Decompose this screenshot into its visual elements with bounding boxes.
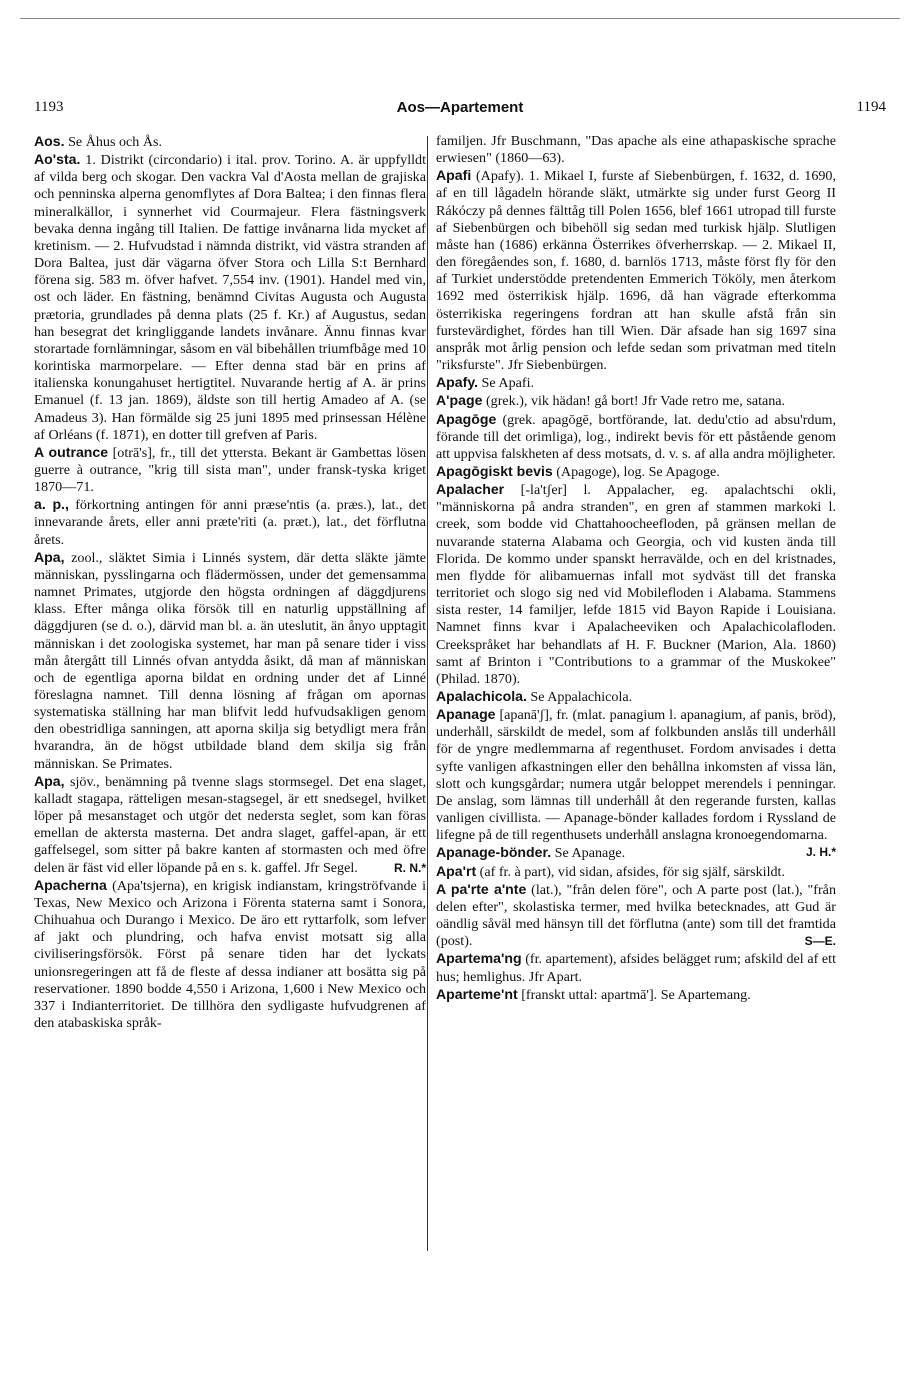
- entry-text: Se Åhus och Ås.: [64, 134, 163, 150]
- dictionary-entry: [436, 844, 836, 862]
- dictionary-entry: [34, 151, 426, 444]
- entry-headword: Apanage-bönder.: [436, 844, 552, 861]
- author-signature: R. N.*: [393, 860, 426, 875]
- dictionary-entry: [436, 881, 836, 951]
- entry-headword: Apa,: [34, 548, 65, 565]
- left-column: [34, 133, 426, 1032]
- entry-headword: Apalachicola.: [436, 688, 527, 704]
- entry-headword: Aos.: [34, 133, 65, 149]
- dictionary-entry: [436, 167, 836, 374]
- top-rule: [20, 18, 900, 19]
- dictionary-entry: [436, 986, 836, 1004]
- entry-headword: Apanage: [436, 706, 496, 723]
- entry-headword: A pa'rte a'nte: [436, 880, 527, 897]
- entry-headword: Apacherna: [34, 876, 107, 893]
- running-head: Aos—Apartement: [396, 99, 524, 116]
- entry-headword: Aparteme'nt: [436, 985, 518, 1002]
- dictionary-entry: [436, 463, 836, 481]
- entry-headword: Apagōge: [436, 410, 497, 427]
- entry-text: [apanā'ʃ], fr. (mlat. panagium l. apanagium, af panis, bröd), underhåll, särskildt de medel, som af folkbunden anslås till underhåll för de yngre medlemmarna af regenthuset. Fordom anvisades i detta syfte vanligen afkastningen eller den behållna inkomsten af vissa län, slott och kungsgårdar; numera utgår beloppet merendels i penningar. De anslag, som lämnas till underhåll åt den regerande fursten, kallas vanligen civillista. — Apanage-bönder kallades fordom i Ryssland de lifegne på de till regenthusets underhåll anslagna kronoegendomarna.: [436, 707, 836, 844]
- entry-text: (lat.), "från delen före", och A parte post (lat.), "från delen efter", skolastiska termer, med hvilka betecknades, att Gud är oändlig såväl med hänsyn till det förflutna (ante) som till det framtida (post).: [436, 881, 836, 950]
- entry-text: Se Appalachicola.: [526, 689, 633, 705]
- entry-text: (af fr. à part), vid sidan, afsides, för sig själf, särskildt.: [476, 863, 785, 880]
- page-number-right: 1194: [856, 99, 886, 115]
- dictionary-entry: [34, 496, 426, 548]
- page-header: [34, 99, 886, 119]
- dictionary-entry: [34, 549, 426, 773]
- entry-headword: Apafy.: [436, 374, 479, 391]
- entry-text: (Apa'tsjerna), en krigisk indianstam, kringströfvande i Texas, New Mexico och Arizona i Förenta staterna samt i Sonora, Chihuahua och Durango i Mexico. De äro ett ryttarfolk, som lefver af jakt och plundring, och hafva envist motsatt sig alla civiliseringsförsök. Först på senare tiden har det lyckats unionsregeringen att få de fleste af dessa indianer att bosätta sig på reservationer. 1890 bodde 4,550 i Arizona, 1,600 i New Mexico och 337 i Indianterritoriet. De tillhöra den sydligaste hufvudgrenen af den atabaskiska språk-: [34, 877, 426, 1031]
- page-number-left: 1193: [34, 99, 64, 115]
- entry-headword: A'page: [436, 392, 483, 409]
- entry-headword: Apafi: [436, 167, 472, 184]
- entry-headword: Apagōgiskt bevis: [436, 462, 553, 479]
- entry-text: sjöv., benämning på tvenne slags stormsegel. Det ena slaget, kalladt stagapa, rätteligen mesan-stagsegel, är ett snedsegel, hvilket löper på mesanstaget och utgör det nedersta seglet, som kan föras emellan de aktersta masterna. Det andra slaget, gaffel-apan, är ett gaffelsegel, som sitter på bakre kanten af stormasten och med öfre delen är fäst vid eller löpande på en s. k. gaffel. Jfr Segel.: [34, 773, 426, 876]
- dictionary-entry: [436, 392, 836, 410]
- author-signature: S—E.: [804, 934, 836, 949]
- entry-text: Se Apafi.: [478, 375, 535, 392]
- dictionary-entry: [436, 374, 836, 392]
- dictionary-entry: [34, 877, 426, 1032]
- entry-headword: Apalacher: [436, 481, 505, 498]
- dictionary-entry: [436, 411, 836, 463]
- author-signature: J. H.*: [805, 845, 836, 860]
- entry-text: [otrā's], fr., till det yttersta. Bekant är Gambettas lösen guerre à outrance, "krig till sista man", under fransk-tyska kriget 1870—71.: [34, 444, 426, 496]
- entry-headword: Apartema'ng: [436, 950, 522, 967]
- entry-headword: Ao'sta.: [34, 151, 81, 168]
- entry-headword: Apa'rt: [436, 862, 477, 879]
- right-column: [436, 133, 836, 1004]
- entry-text: Se Apanage.: [551, 845, 626, 862]
- entry-text: 1. Distrikt (circondario) i ital. prov. Torino. A. är uppfylldt af vilda berg och skogar. Den vackra Val d'Aosta mellan de grajiska och penninska alperna genomflytes af Dora Baltea; i den finnas flera mineralkällor, i synnerhet vid Courmajeur. Flera fästningsverk bevaka denna ingång till Italien. De fattige invånarna lida mycket af kretinism. — 2. Hufvudstad i nämnda distrikt, vid västra stranden af Dora Baltea, just där vägarna öfver Stora och Lilla S:t Bernhard förena sig. 583 m. öfver hafvet. 7,554 inv. (1901). Handel med vin, ost och läder. En fästning, benämnd Civitas Augusta och Augusta prætoria, grundlades på denna plats (25 f. Kr.) af Augustus, sedan han besegrat det kringliggande landets invånare. Ännu finnas kvar storartade fornlämningar, såsom en väl bibehållen triumfbåge med 10 korintiska marmorpelare. — Efter denna stad bär en prins af italienska konungahuset hertigtitel. Nuvarande hertig af A. är prins Emanuel (f. 13 jan. 1869), äldste son till hertig Amadeo af A. (se Amadeus 3). Han förmälde sig 25 juni 1895 med prinsessan Hélène af Orléans (f. 1871), en dotter till grefven af Paris.: [34, 152, 426, 443]
- dictionary-entry: [34, 133, 426, 151]
- entry-headword: Apa,: [34, 772, 65, 789]
- column-divider: [427, 136, 428, 1251]
- entry-headword: a. p.,: [34, 496, 69, 513]
- dictionary-entry: [436, 950, 836, 985]
- dictionary-entry: [34, 773, 426, 877]
- entry-text: (grek.), vik hädan! gå bort! Jfr Vade retro me, satana.: [482, 393, 786, 410]
- entry-text: (fr. apartement), afsides belägget rum; afskild del af ett hus; hemlighus. Jfr Apart.: [436, 951, 836, 985]
- dictionary-entry: [34, 444, 426, 496]
- entry-text: [-la'tʃer] l. Appalacher, eg. apalachtschi okli, "människorna på andra stranden", en gren af stammen markoki l. creek, som bodde vid Chattahoocheefloden, på gränsen mellan de nuvarande staterna Alabama och Georgia, och vid kusten ända till Florida. De kommo under spanskt herravälde, och en del kristnades, men flydde för alibamuernas infall mot sydväst till det franska territoriet och slogo sig ned vid Mobilefloden i Alabama. Stammens sista rester, 14 familjer, lefde 1815 vid Bayon Rapide i Louisiana. Namnet finns kvar i Apalacheeviken och Apalachicolafloden. Creekspråket har behandlats af H. F. Buckner (Marion, Ala. 1860) samt af Brinton i "Contributions to a grammar of the Muskokee" (Philad. 1870).: [436, 482, 836, 687]
- dictionary-entry: [436, 481, 836, 688]
- entry-headword: A outrance: [34, 443, 109, 460]
- entry-text: (Apagoge), log. Se Apagoge.: [552, 463, 720, 480]
- entry-text: familjen. Jfr Buschmann, "Das apache als eine athapaskische sprache erwiesen" (1860—63).: [436, 133, 836, 167]
- entry-text: zool., släktet Simia i Linnés system, där detta släkte jämte människan, pysslingarna och flädermössen, under det gemensamma namnet Primates, utgjorde den högsta ordningen af däggdjurens klass. Efter många olika försök till en naturlig uppställning af däggdjuren (se d. o.), därvid man bl. a. än uteslutit, än ånyo upptagit människan i det zoologiska systemet, har man på senare tider i viss mån återgått till Linnés ofvan antydda åsikt, då man af människan och de egentliga aporna bildat en ordning under det af Linné föreslagna namnet. Till denna lösning af frågan om apornas systematiska ställning har man blifvit ledd hufvudsakligen genom den obestridliga sanningen, att aporna skilja sig betydligt mera från hvarandra, än de högst utbildade bland dem skilja sig från människan. Se Primates.: [34, 549, 426, 772]
- entry-text: (grek. apagōgē, bortförande, lat. dedu'ctio ad absu'rdum, förande till det orimliga), log., indirekt bevis för ett påstående genom att uppvisa falskheten af dess motsats, d. v. s. af alla andra möjligheter.: [436, 411, 836, 462]
- dictionary-entry: [436, 863, 836, 881]
- dictionary-entry: [436, 688, 836, 706]
- entry-text: [franskt uttal: apartmā']. Se Apartemang.: [517, 986, 751, 1003]
- dictionary-entry: [436, 133, 836, 167]
- entry-text: förkortning antingen för anni præse'ntis (a. præs.), lat., det innevarande årets, eller anni præte'riti (a. præt.), lat., det förflutna årets.: [34, 497, 426, 548]
- entry-text: (Apafy). 1. Mikael I, furste af Siebenbürgen, f. 1632, d. 1690, af en till lågadeln hörande släkt, utmärkte sig under furst Georg II Rákóczy på dennes fälttåg till Polen 1656, blef 1661 utropad till furste af Siebenbürgen och bibehöll sig sedan med turkisk hjälp. Slutligen måste han (1686) erkänna Österrikes öfverherrskap. — 2. Mikael II, den föregåendes son, f. 1680, d. barnlös 1713, måste först fly för den af Turkiet understödde pretendenten Emmerich Tököly, men återkom 1692 med österrikisk hjälp. 1696, då han vägrade efterkomma österrikiska regeringens fordran att han skulle afstå från sin furstevärdighet, fördes han till Wien. Där afsade han sig 1697 sina anspråk mot årlig pension och lefde sedan som privatman med titeln "riksfurste". Jfr Siebenbürgen.: [436, 168, 836, 374]
